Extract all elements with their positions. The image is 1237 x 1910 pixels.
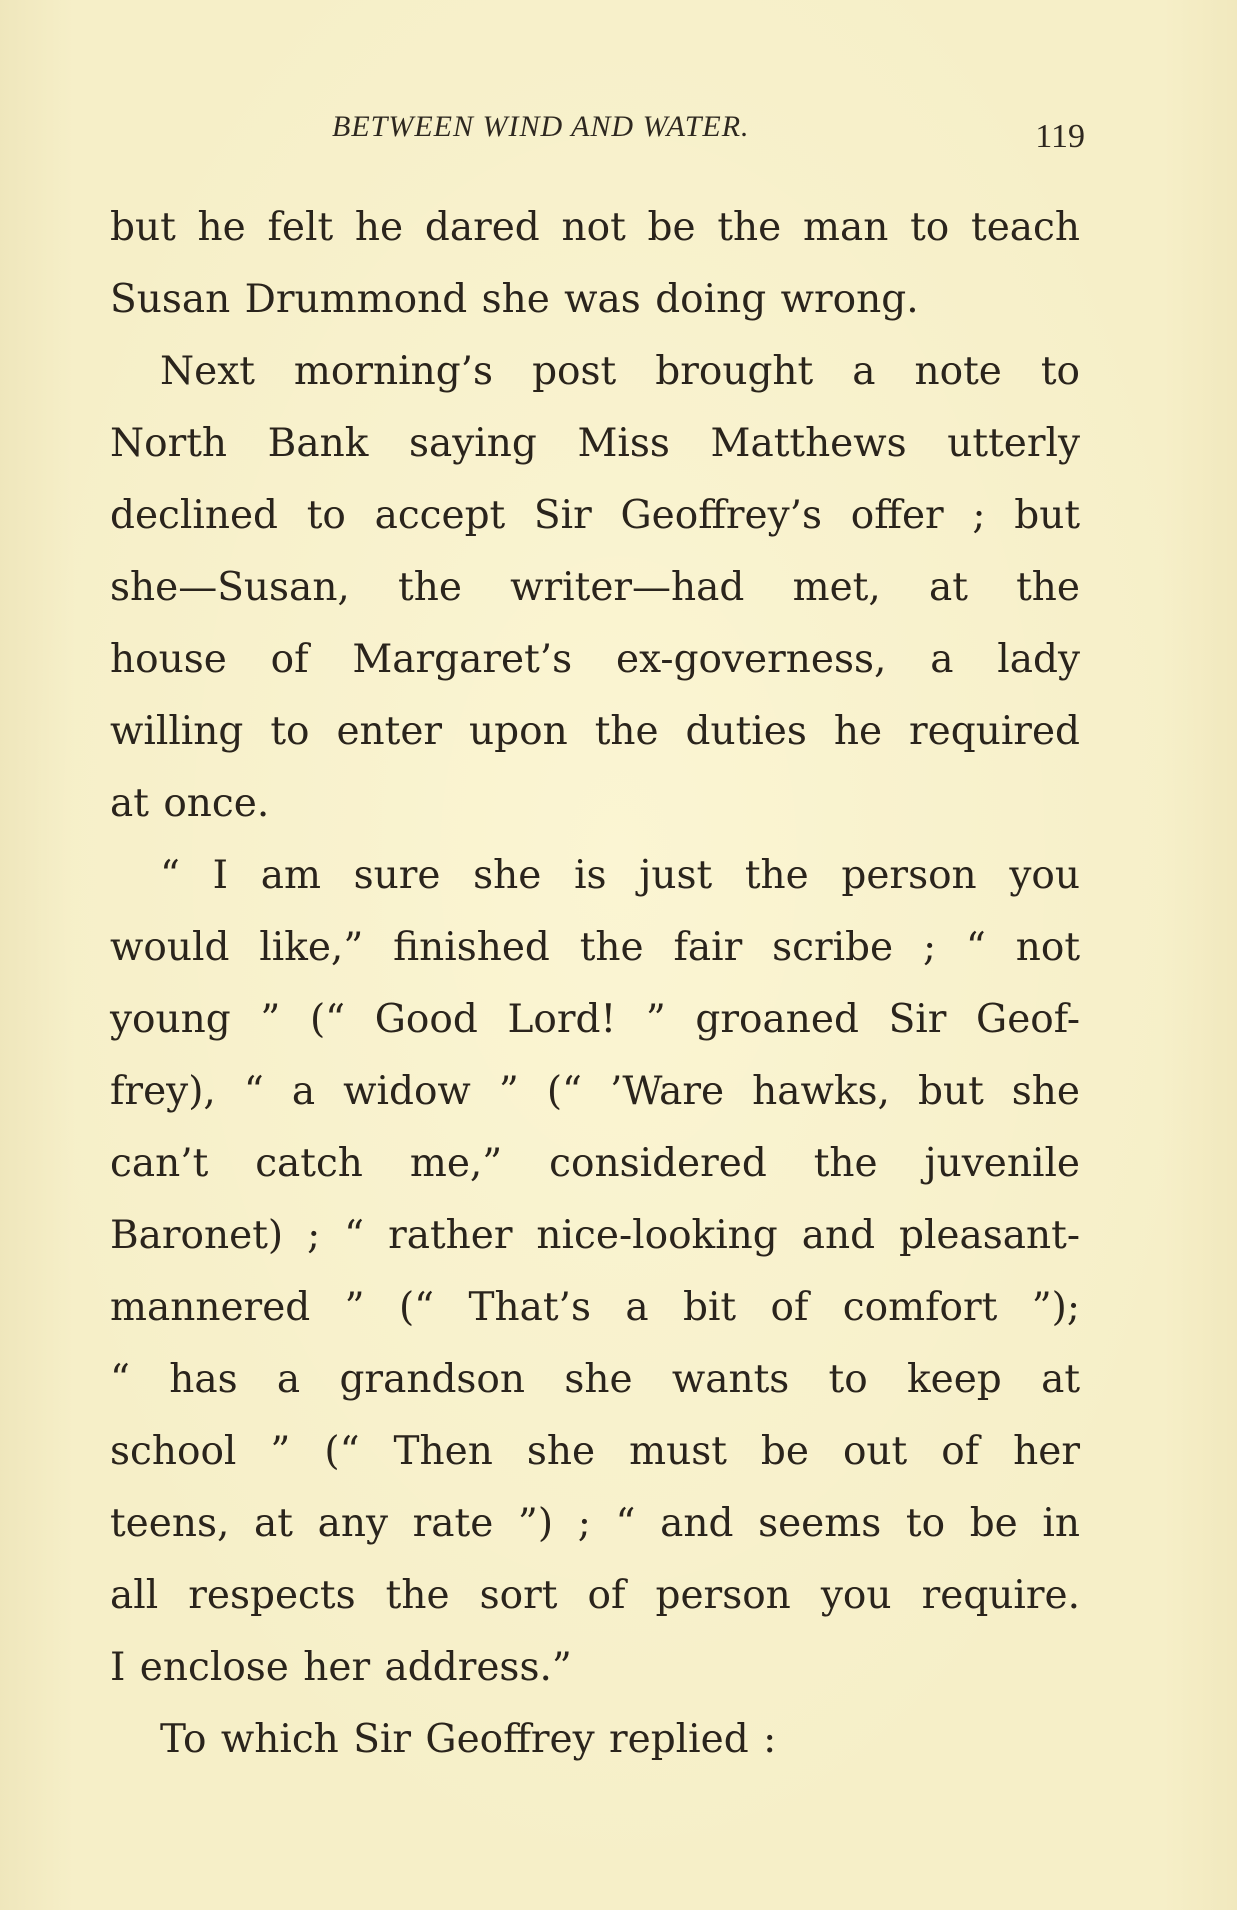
text-line: Next morning’s post brought a note to — [160, 349, 1080, 394]
page-number: 119 — [1035, 118, 1085, 155]
text-line: all respects the sort of person you require. — [110, 1573, 1080, 1618]
text-line: at once. — [110, 781, 270, 826]
running-head — [110, 110, 1085, 160]
running-title: BETWEEN WIND AND WATER. — [332, 110, 750, 143]
text-line: she—Susan, the writer—had met, at the — [110, 565, 1080, 610]
text-line: would like,” finished the fair scribe ; “ not — [110, 925, 1080, 970]
body-text — [110, 192, 1080, 1776]
text-line: but he felt he dared not be the man to teach — [110, 205, 1080, 250]
text-line: school ” (“ Then she must be out of her — [110, 1429, 1080, 1474]
text-line: North Bank saying Miss Matthews utterly — [110, 421, 1080, 466]
text-line: house of Margaret’s ex-governess, a lady — [110, 637, 1080, 682]
text-line: I enclose her address.” — [110, 1645, 572, 1690]
text-line: declined to accept Sir Geoffrey’s offer ; but — [110, 493, 1080, 538]
text-line: To which Sir Geoffrey replied : — [160, 1717, 777, 1762]
text-line: can’t catch me,” considered the juvenile — [110, 1141, 1080, 1186]
text-line: teens, at any rate ”) ; “ and seems to be in — [110, 1501, 1080, 1546]
text-line: Susan Drummond she was doing wrong. — [110, 277, 919, 322]
text-line: frey), “ a widow ” (“ ’Ware hawks, but she — [110, 1069, 1080, 1114]
text-line: “ has a grandson she wants to keep at — [110, 1357, 1080, 1402]
text-line: mannered ” (“ That’s a bit of comfort ”); — [110, 1285, 1080, 1330]
text-line: willing to enter upon the duties he required — [110, 709, 1080, 754]
text-line: young ” (“ Good Lord! ” groaned Sir Geof- — [110, 997, 1080, 1042]
text-line: “ I am sure she is just the person you — [160, 853, 1080, 898]
text-line: Baronet) ; “ rather nice-looking and pleasant- — [110, 1213, 1080, 1258]
